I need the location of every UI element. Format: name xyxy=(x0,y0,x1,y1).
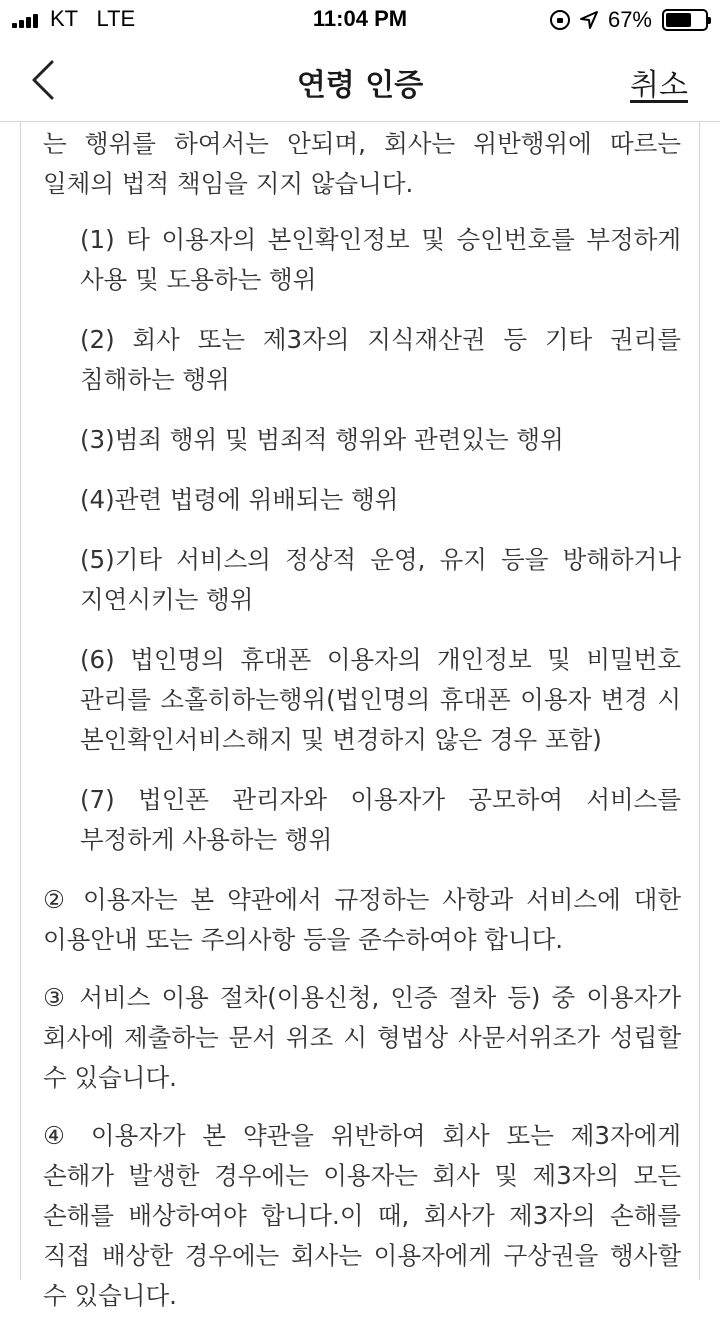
battery-icon xyxy=(662,9,708,31)
prohibited-act-item: (4)관련 법령에 위배되는 행위 xyxy=(80,485,399,514)
navigation-bar xyxy=(0,40,720,122)
back-arrow-icon[interactable] xyxy=(24,56,64,104)
status-bar xyxy=(0,0,720,40)
orientation-lock-icon xyxy=(550,10,570,30)
carrier-name: KT xyxy=(50,6,79,31)
prohibited-act-item: (3)범죄 행위 및 범죄적 행위와 관련있는 행위 xyxy=(80,425,564,454)
prohibited-act-item: (7) 법인폰 관리자와 이용자가 공모하여 서비스를 부정하게 사용하는 행위 xyxy=(80,785,681,854)
prohibited-act-item: (6) 법인명의 휴대폰 이용자의 개인정보 및 비밀번호 관리를 소홀히하는행위(법인명의 휴대폰 이용자 변경 시 본인확인서비스해지 및 변경하지 않은 경우 포함) xyxy=(80,645,681,754)
terms-scroll xyxy=(43,124,681,1334)
terms-clause: ③ 서비스 이용 절차(이용신청, 인증 절차 등) 중 이용자가 회사에 제출하는 문서 위조 시 형법상 사문서위조가 성립할 수 있습니다. xyxy=(43,983,681,1092)
prohibited-act-item: (1) 타 이용자의 본인확인정보 및 승인번호를 부정하게 사용 및 도용하는 행위 xyxy=(80,225,681,294)
status-time: 11:04 PM xyxy=(312,6,408,31)
terms-clause: ④ 이용자가 본 약관을 위반하여 회사 또는 제3자에게 손해가 발생한 경우에는 이용자는 회사 및 제3자의 모든 손해를 배상하여야 합니다.이 때, 회사가 제3자의 손해를 직접 배상한 경우에는 회사는 이용자에게 구상권을 행사할 수 있습니다. xyxy=(43,1121,681,1310)
location-arrow-icon xyxy=(580,11,598,29)
terms-content[interactable] xyxy=(20,122,700,1310)
battery-percent: 67% xyxy=(607,7,652,32)
cancel-button[interactable]: 취소 xyxy=(630,68,688,103)
prohibited-act-item: (2) 회사 또는 제3자의 지식재산권 등 기타 권리를 침해하는 행위 xyxy=(80,325,681,394)
battery-level-fill xyxy=(666,13,691,27)
prohibited-act-item: (5)기타 서비스의 정상적 운영, 유지 등을 방해하거나 지연시키는 행위 xyxy=(80,545,681,614)
terms-intro: 는 행위를 하여서는 안되며, 회사는 위반행위에 따르는 일체의 법적 책임을 지지 않습니다. xyxy=(43,129,681,198)
page-title: 연령 인증 xyxy=(296,68,424,103)
terms-clause: ② 이용자는 본 약관에서 규정하는 사항과 서비스에 대한 이용안내 또는 주의사항 등을 준수하여야 합니다. xyxy=(43,885,681,954)
network-type: LTE xyxy=(96,6,136,31)
